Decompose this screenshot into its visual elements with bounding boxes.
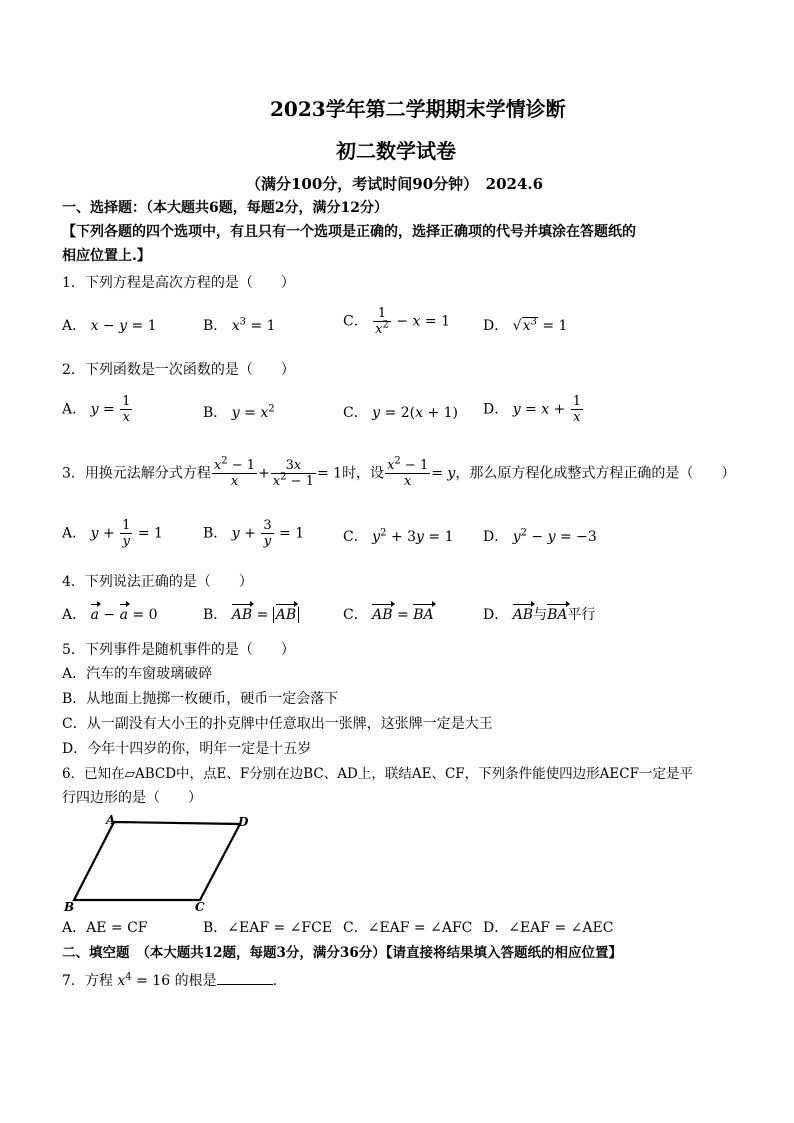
q3-option-b: B． y + $\frac{3}{y}$ = 1 [203, 518, 305, 549]
q1-option-a: A． x − y = 1 [62, 318, 157, 334]
q2-stem: 2．下列函数是一次函数的是（ ） [62, 362, 295, 378]
exam-info: （满分100分，考试时间90分钟） 2024.6 [246, 175, 544, 193]
q4-option-b: B． AB = AB [203, 605, 299, 625]
section1-instruction: 【下列各题的四个选项中，有且只有一个选项是正确的，选择正确项的代号并填涂在答题纸的 [62, 224, 636, 240]
q1-option-c: C． $\frac{1}{x^2}$ − x = 1 [343, 306, 450, 337]
q1-option-b: B． $x^3 = 1$ [203, 316, 276, 334]
q5-stem: 5．下列事件是随机事件的是（ ） [62, 642, 295, 658]
q3-stem: 3．用换元法解分式方程 $\frac{x^2 - 1}{x}$ + $\frac{3x}{x^2 - 1}$ = 1时，设 $\frac{x^2 - 1}{x}$ = y，那么原方程化成整式方程正确的是（ ） [62, 455, 736, 489]
q6-option-c: C．∠EAF = ∠AFC [343, 920, 473, 936]
q6-stem-2: 行四边形的是（ ） [62, 790, 202, 806]
q6-option-b: B．∠EAF = ∠FCE [203, 920, 333, 936]
parallelogram-abcd [74, 822, 240, 900]
vertex-label-d: D [238, 815, 249, 829]
q4-option-d: D． AB与BA平行 [483, 607, 596, 623]
q5-option-d: D．今年十四岁的你，明年一定是十五岁 [62, 741, 312, 757]
q6-stem: 6．已知在▱ABCD中，点E、F分别在边BC、AD上，联结AE、CF，下列条件能使四边形AECF一定是平 [62, 766, 693, 782]
q6-option-d: D．∠EAF = ∠AEC [483, 920, 614, 936]
q4-option-a: A． a − a = 0 [62, 607, 158, 623]
q5-option-b: B．从地面上抛掷一枚硬币，硬币一定会落下 [62, 691, 339, 707]
q2-option-d: D． y = x + $\frac{1}{x}$ [483, 394, 582, 425]
q2-option-c: C． y = 2(x + 1) [343, 405, 458, 421]
q3-option-d: D． $y^2 - y = -3$ [483, 527, 597, 545]
vertex-label-c: C [195, 900, 205, 912]
q1-stem: 1．下列方程是高次方程的是（ ） [62, 275, 295, 291]
q2-option-b: B． $y = x^2$ [203, 403, 275, 421]
exam-title: 2023学年第二学期期末学情诊断 [270, 97, 566, 121]
q5-option-a: A．汽车的车窗玻璃破碎 [62, 666, 213, 682]
q4-option-c: C． AB = BA [343, 607, 434, 623]
q2-option-a: A． y = $\frac{1}{x}$ [62, 394, 131, 425]
section2-heading: 二、填空题 （本大题共12题，每题3分，满分36分）【请直接将结果填入答题纸的相应位置】 [62, 945, 622, 961]
exam-subtitle: 初二数学试卷 [336, 139, 456, 163]
parallelogram-figure [62, 812, 262, 912]
q5-option-c: C．从一副没有大小王的扑克牌中任意取出一张牌，这张牌一定是大王 [62, 716, 493, 732]
q1-option-d: D． $√x^3 = 1$ [483, 316, 568, 334]
q6-option-a: A．AE = CF [62, 920, 148, 936]
section1-instruction-2: 相应位置上.】 [62, 248, 151, 264]
section1-heading: 一、选择题：（本大题共6题，每题2分，满分12分） [62, 200, 388, 216]
q4-stem: 4．下列说法正确的是（ ） [62, 574, 253, 590]
q7-stem: 7．方程 $x^4 = 16$ 的根是 . [62, 971, 278, 989]
vertex-label-a: A [106, 813, 116, 827]
q3-option-a: A． y + $\frac{1}{y}$ = 1 [62, 518, 163, 549]
q7-answer-blank[interactable] [217, 970, 273, 985]
vertex-label-b: B [64, 900, 75, 912]
q3-option-c: C． $y^2 + 3y = 1$ [343, 527, 454, 545]
